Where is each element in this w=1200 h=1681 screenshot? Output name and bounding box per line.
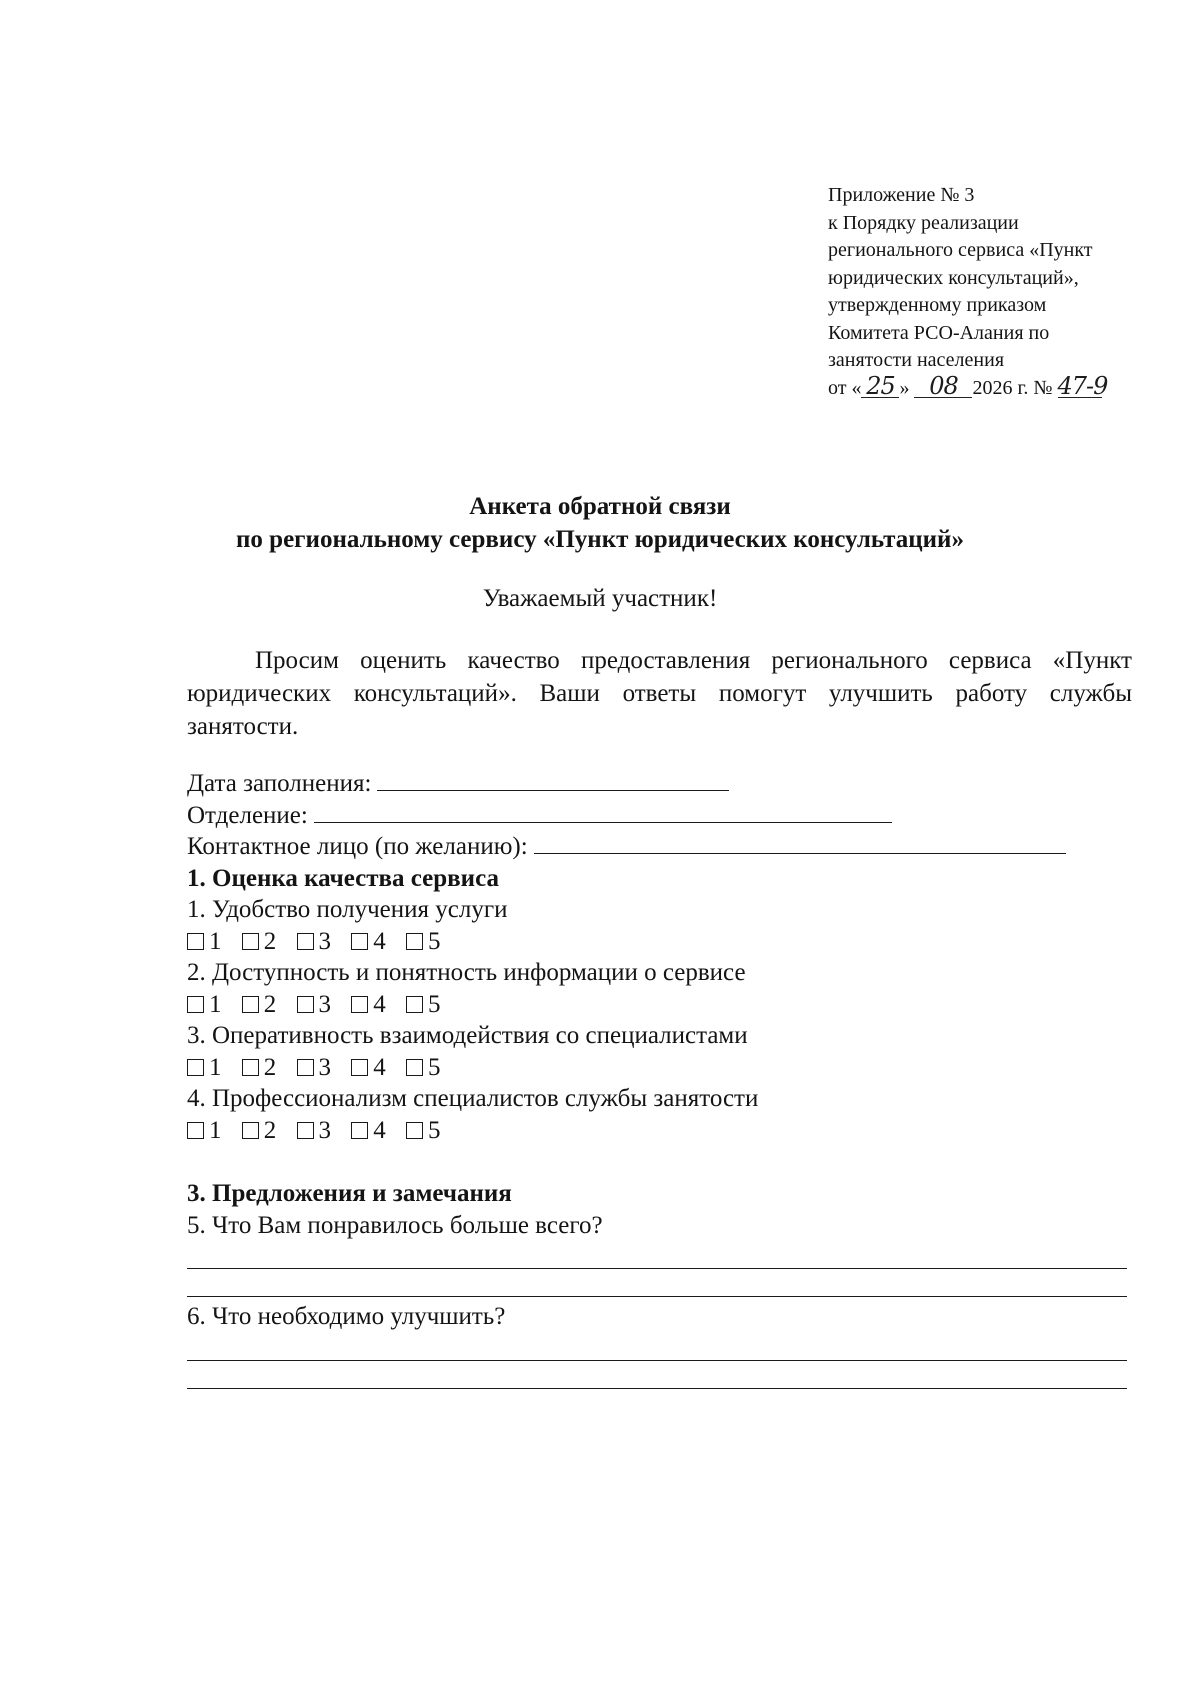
rating-row [187,1115,1137,1147]
rating-option[interactable] [297,1115,332,1147]
question-6: 6. Что необходимо улучшить? [187,1303,506,1330]
date-field[interactable] [377,769,729,791]
form-title: Анкета обратной связи [469,493,731,520]
intro-paragraph: Просим оценить качество предоставления регионального сервиса «Пункт юридических консультаций». Ваши ответы помогут улучшить работу службы занятости. [187,647,1132,740]
rating-option[interactable] [351,989,386,1021]
checkbox[interactable] [351,1059,368,1076]
rating-label: 1 [209,927,222,955]
handwritten-day: 25 [861,375,899,398]
rating-option[interactable] [242,1052,277,1084]
checkbox[interactable] [406,933,423,950]
rating-option[interactable] [406,926,441,958]
appendix-line: Приложение № 3 [828,184,975,206]
checkbox[interactable] [297,1122,314,1139]
date-prefix: от « [828,376,862,399]
appendix-date-line [828,371,1108,400]
checkbox[interactable] [297,996,314,1013]
rating-option[interactable] [406,1052,441,1084]
answer-line[interactable] [187,1333,1127,1361]
checkbox[interactable] [187,1059,204,1076]
date-quote-close: » [899,376,910,399]
rating-label: 2 [263,990,277,1018]
rating-option[interactable] [187,1052,222,1084]
checkbox[interactable] [242,1122,259,1139]
appendix-block [828,182,1148,402]
question-4: 4. Профессионализм специалистов службы занятости [187,1085,759,1112]
rating-row [187,926,1137,958]
section-heading: 3. Предложения и замечания [187,1180,512,1207]
greeting: Уважаемый участник! [482,585,718,612]
rating-option[interactable] [187,989,222,1021]
rating-option[interactable] [351,1052,386,1084]
checkbox[interactable] [242,1059,259,1076]
rating-label: 5 [428,927,441,955]
department-row [187,800,1137,832]
contact-field[interactable] [534,832,1066,854]
question-2: 2. Доступность и понятность информации о сервисе [187,959,746,986]
rating-option[interactable] [187,926,222,958]
checkbox[interactable] [242,996,259,1013]
feedback-form [187,768,1137,1389]
contact-row [187,831,1137,863]
answer-line[interactable] [187,1241,1127,1269]
checkbox[interactable] [351,996,368,1013]
checkbox[interactable] [297,933,314,950]
department-label: Отделение: [187,801,308,829]
rating-option[interactable] [242,1115,277,1147]
rating-label: 2 [263,1053,277,1081]
rating-label: 4 [373,990,386,1018]
rating-label: 4 [373,927,386,955]
answer-line[interactable] [187,1361,1127,1389]
rating-option[interactable] [297,989,332,1021]
rating-label: 3 [318,990,331,1018]
rating-label: 1 [209,1116,222,1144]
checkbox[interactable] [406,1122,423,1139]
rating-label: 5 [428,1053,441,1081]
appendix-line: к Порядку реализации [828,211,1019,234]
rating-row [187,989,1137,1021]
checkbox[interactable] [187,1122,204,1139]
form-subtitle: по региональному сервису «Пункт юридических консультаций» [236,526,964,553]
rating-label: 3 [318,1116,331,1144]
rating-label: 1 [209,990,222,1018]
question-3: 3. Оперативность взаимодействия со специалистами [187,1022,748,1049]
appendix-line: регионального сервиса «Пункт [828,239,1093,261]
appendix-line: утвержденному приказом [828,294,1047,316]
rating-label: 3 [318,1053,331,1081]
section-heading: 1. Оценка качества сервиса [187,864,499,892]
rating-label: 4 [373,1053,386,1081]
rating-label: 5 [428,990,441,1018]
rating-option[interactable] [187,1115,222,1147]
contact-label: Контактное лицо (по желанию): [187,833,528,860]
rating-option[interactable] [406,989,441,1021]
rating-option[interactable] [351,926,386,958]
rating-option[interactable] [242,926,277,958]
checkbox[interactable] [242,933,259,950]
checkbox[interactable] [351,933,368,950]
checkbox[interactable] [187,996,204,1013]
date-year: 2026 г. № [972,376,1053,399]
handwritten-month: 08 [914,375,972,398]
rating-option[interactable] [297,926,332,958]
appendix-line: юридических консультаций», [828,266,1079,289]
checkbox[interactable] [406,996,423,1013]
rating-label: 2 [263,927,277,955]
question-5: 5. Что Вам понравилось больше всего? [187,1211,603,1239]
question-1: 1. Удобство получения услуги [187,896,508,923]
handwritten-order-number: 47-9 [1057,371,1108,400]
appendix-line: Комитета РСО-Алания по [828,321,1050,344]
rating-label: 2 [263,1116,277,1144]
checkbox[interactable] [351,1122,368,1139]
rating-option[interactable] [297,1052,332,1084]
date-label: Дата заполнения: [187,770,372,797]
rating-label: 1 [209,1053,222,1081]
appendix-line: занятости населения [828,349,1005,371]
rating-row [187,1052,1137,1084]
rating-label: 5 [428,1116,441,1144]
spacer [187,1146,1137,1178]
rating-option[interactable] [406,1115,441,1147]
rating-label: 4 [373,1116,386,1144]
rating-option[interactable] [351,1115,386,1147]
rating-option[interactable] [242,989,277,1021]
checkbox[interactable] [406,1059,423,1076]
department-field[interactable] [314,801,892,823]
checkbox[interactable] [297,1059,314,1076]
checkbox[interactable] [187,933,204,950]
date-row [187,768,1137,800]
rating-label: 3 [318,927,331,955]
answer-line[interactable] [187,1269,1127,1297]
